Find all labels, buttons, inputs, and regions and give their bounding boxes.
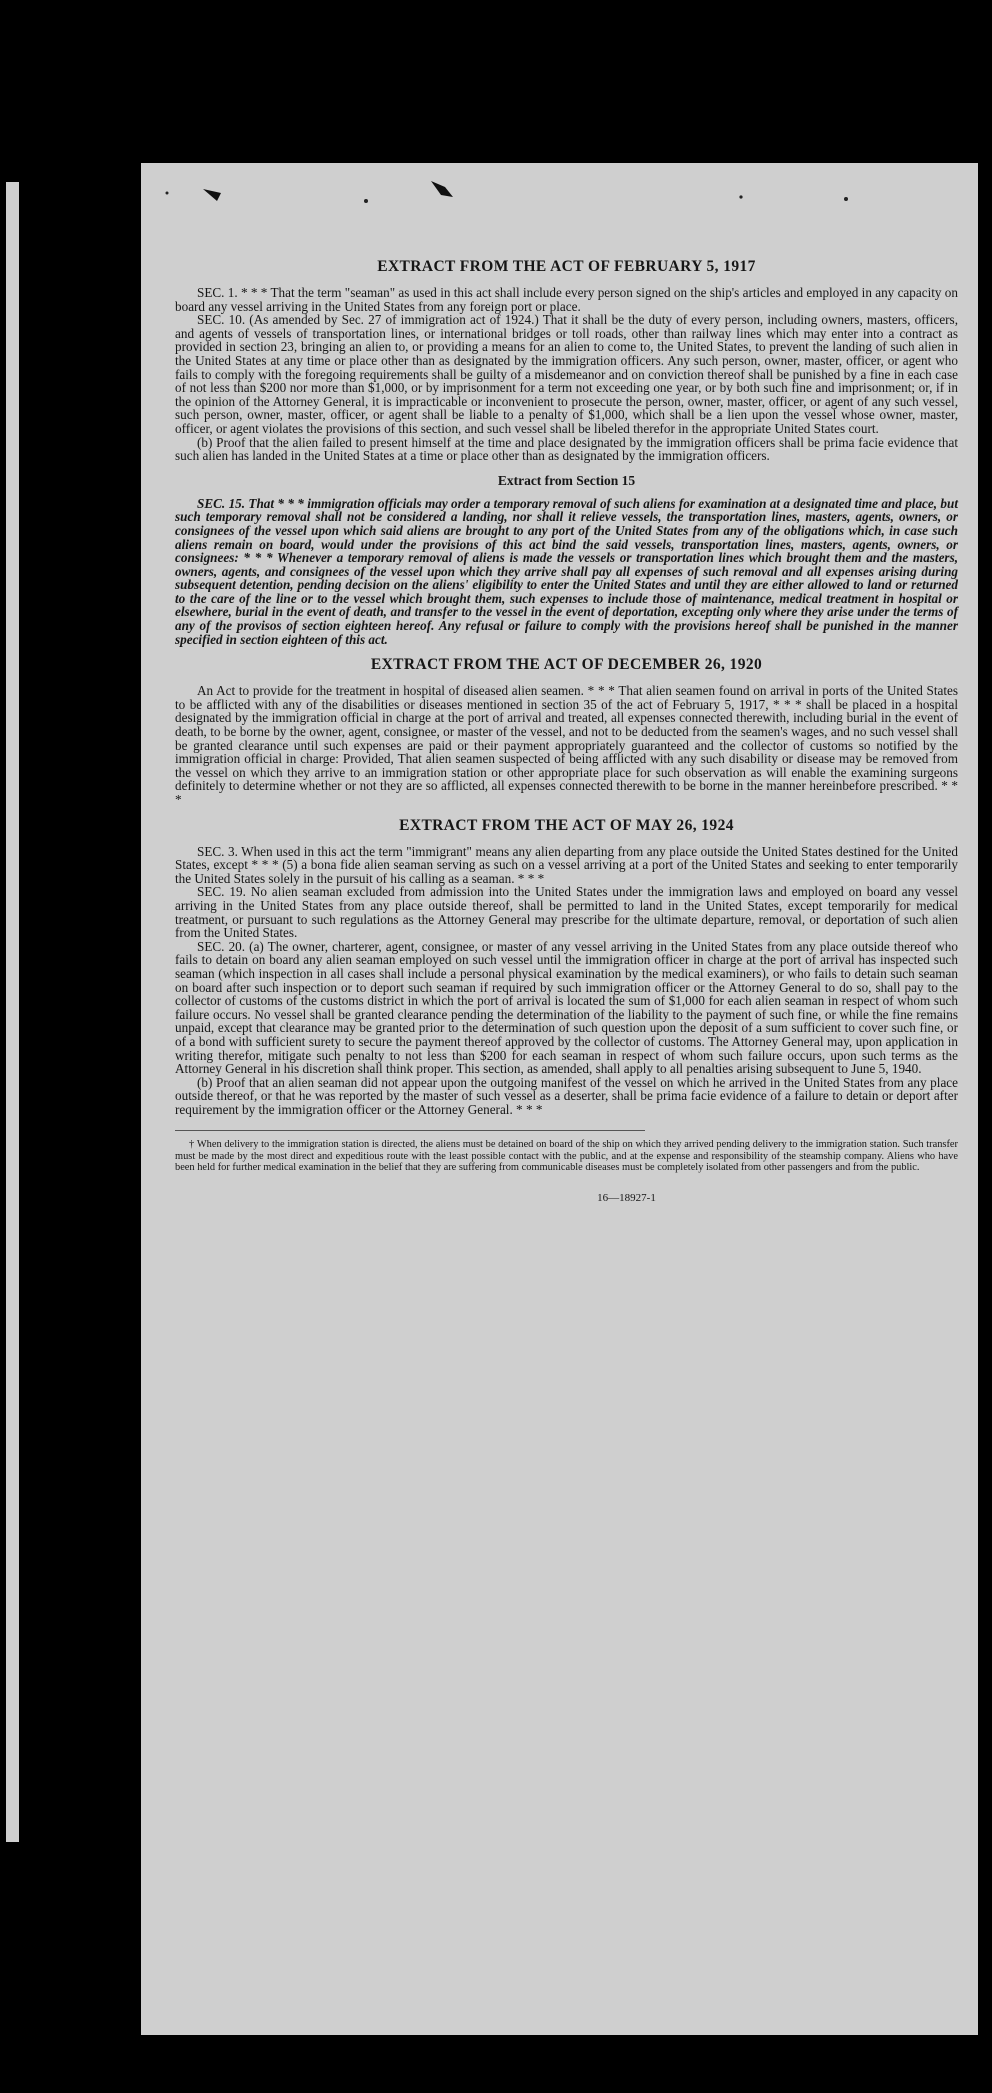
speck-4 [739,195,742,198]
section-paragraph: (b) Proof that an alien seaman did not appear upon the outgoing manifest of the vessel on which he arrived in the United States from any place outside thereof, or that he was reported by the master of such vessel as a deserter, shall be prima facie evidence of a failure to detain or deport after requirement by the immigration officer or the Attorney General. * * * [175,1074,958,1117]
section-block [175,473,958,647]
section-paragraph: SEC. 15. That * * * immigration officials may order a temporary removal of such aliens for examination at a designated time and place, but such temporary removal shall not be considered a landing, nor shall it relieve vessels, the transportation lines, masters, agents, owners, or consignees of the vessel upon which said aliens are brought to any port of the United States from any of the obligations which, in case such aliens remain on board, would under the provisions of this act bind the said vessels, transportation lines, masters, agents, owners, or consignees: * * * Whenever a temporary removal of aliens is made the vessels or transportation lines which brought them and the masters, owners, agents, and consignees of the vessel upon which they arrive shall pay all expenses of such removal and all expenses arising during subsequent detention, pending decision on the aliens' eligibility to enter the United States and until they are either allowed to land or returned to the care of the line or to the vessel which brought them, such expenses to include those of maintenance, medical treatment in hospital or elsewhere, burial in the event of death, and transfer to the vessel in the event of deportation, excepting only where they arise under the terms of any of the provisos of section eighteen hereof. Any refusal or failure to comply with the provisions hereof shall be punished in the manner specified in section eighteen of this act. [175,495,958,647]
section-paragraph: (b) Proof that the alien failed to present himself at the time and place designated by the immigration officers shall be prima facie evidence that such alien has landed in the United States at a time or place other than as designated by the immigration officers. [175,434,958,464]
section-paragraph: An Act to provide for the treatment in hospital of diseased alien seamen. * * * That alien seamen found on arrival in ports of the United States to be afflicted with any of the disabilities or diseases mentioned in section 35 of the act of February 5, 1917, * * * shall be placed in a hospital designated by the immigration official in charge at the port of arrival and treated, all expenses connected therewith, including burial in the event of death, to be borne by the owner, agent, consignee, or master of the vessel, and not to be deducted from the seamen's wages, and no such vessel shall be granted clearance until such expenses are paid or their payment appropriately guaranteed and the collector of customs so notified by the immigration official in charge: Provided, That alien seamen suspected of being afflicted with any such disability or disease may be removed from the vessel on which they arrive to an immigration station or other appropriate place for such observation as will enable the examining surgeons definitely to determine whether or not they are so afflicted, all expenses connected therewith to be borne in the manner hereinbefore prescribed. * * * [175,683,958,807]
speck-5 [844,197,848,201]
section-paragraph: SEC. 1. * * * That the term "seaman" as used in this act shall include every person signed on the ship's articles and employed in any capacity on board any vessel arriving in the United States from any foreign port or place. [175,285,958,314]
document-body [175,258,958,1116]
speck-3 [431,181,453,197]
section-heading: Extract from Section 15 [497,472,636,488]
section-paragraph: SEC. 3. When used in this act the term "immigrant" means any alien departing from any place outside the United States destined for the United States, except * * * (5) a bona fide alien seaman serving as such on a vessel arriving at a port of the United States and seeking to enter temporarily the United States solely in the pursuit of his calling as a seaman. * * * [175,843,958,886]
scan-specks [141,163,978,253]
section-heading: EXTRACT FROM THE ACT OF DECEMBER 26, 1920 [370,656,763,674]
section-paragraph: SEC. 10. (As amended by Sec. 27 of immigration act of 1924.) That it shall be the duty of every person, including owners, masters, officers, and agents of vessels of transportation lines, or international bridges or toll roads, other than railway lines which may enter into a contract as provided in section 23, bringing an alien to, or providing a means for an alien to come to, the United States, to prevent the landing of such alien in the United States at any time or place other than as designated by the immigration officers. Any such person, owner, master, officer, or agent who fails to comply with the foregoing requirements shall be guilty of a misdemeanor and on conviction thereof shall be punished by a fine in each case of not less than $200 nor more than $1,000, or by imprisonment for a term not exceeding one year, or by both such fine and imprisonment; or, if in the opinion of the Attorney General, it is impracticable or inconvenient to prosecute the person, owner, master, officer, or agent of any such vessel, such person, owner, master, officer, or agent shall be liable to a penalty of $1,000, which shall be a lien upon the vessel whose owner, master, officer, or agent violates the provisions of this section, and such vessel shall be libeled therefor in the appropriate United States court. [175,312,958,436]
adjacent-page-edge [6,182,19,1842]
section-block [175,817,958,1117]
footnote-text: † When delivery to the immigration station is directed, the aliens must be detained on board of the ship on which they arrived pending delivery to the immigration station. Such transfer must be made by the most direct and expeditious route with the least possible contact with the public, and at the expense and responsibility of the steamship company. Aliens who have been held for further medical examination in the belief that they are suffering from communicable diseases must be completely isolated from other passengers and from the public. [175,1139,958,1174]
section-block [175,656,958,806]
form-number: 16—18927-1 [597,1191,656,1204]
section-paragraph: SEC. 19. No alien seaman excluded from admission into the United States under the immigration laws and employed on board any vessel arriving in the United States from any place outside thereof, shall be permitted to land in the United States, except temporarily for medical treatment, or pursuant to such regulations as the Attorney General may prescribe for the ultimate departure, removal, or deportation of such alien from the United States. [175,884,958,941]
section-heading: EXTRACT FROM THE ACT OF MAY 26, 1924 [399,816,734,834]
document-page [141,163,978,2035]
section-paragraph: SEC. 20. (a) The owner, charterer, agent, consignee, or master of any vessel arriving in the United States from any place outside thereof who fails to detain on board any alien seaman employed on such vessel until the immigration officer in charge at the port of arrival has inspected such seaman (which inspection in all cases shall include a personal physical examination by the medical examiners), or who fails to detain such seaman on board after such inspection or to deport such seaman if required by such immigration officer or the Attorney General to do so, shall pay to the collector of customs of the customs district in which the port of arrival is located the sum of $1,000 for each alien seaman in respect of whom such failure occurs. No vessel shall be granted clearance pending the determination of the liability to the payment of such fine, or while the fine remains unpaid, except that clearance may be granted prior to the determination of such question upon the deposit of a sum sufficient to cover such fine, or of a bond with sufficient surety to secure the payment thereof approved by the collector of customs. The Attorney General may, upon application in writing therefor, mitigate such penalty to not less than $200 for each seaman in respect of whom such failure occurs, upon such terms as the Attorney General in his discretion shall think proper. This section, as amended, shall apply to all penalties arising subsequent to June 5, 1940. [175,938,958,1077]
speck-2 [364,199,368,203]
section-heading: EXTRACT FROM THE ACT OF FEBRUARY 5, 1917 [377,258,756,275]
speck-1 [203,189,221,201]
footnote-rule [175,1130,958,1174]
section-block [175,258,958,463]
speck-6 [166,192,169,195]
